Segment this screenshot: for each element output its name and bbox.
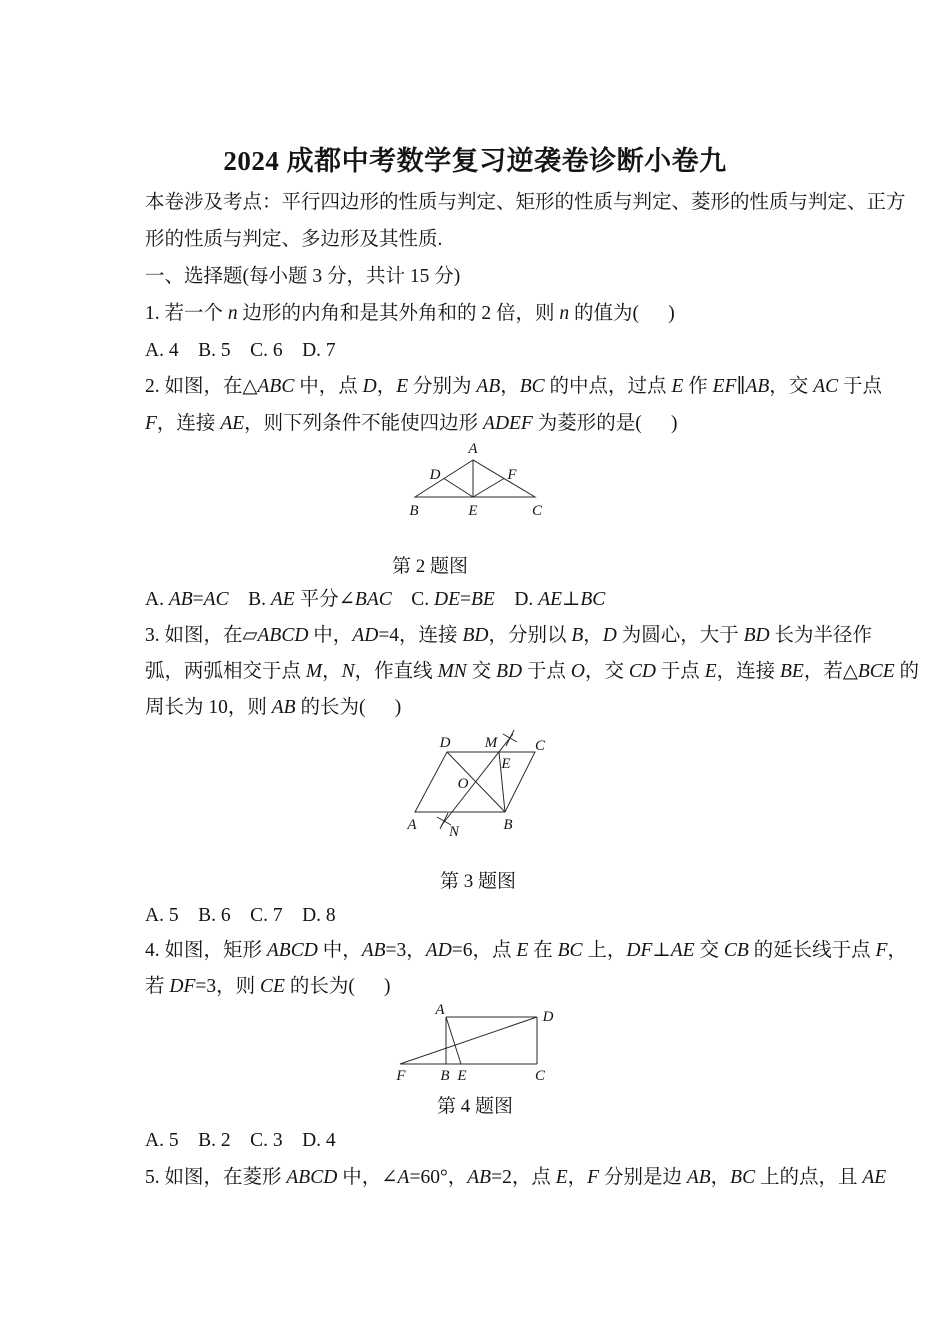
figure-question-4 bbox=[388, 1002, 566, 1089]
vertex-label-c: C bbox=[531, 503, 543, 519]
vertex-label-d: D bbox=[439, 735, 451, 751]
point-label-e: E bbox=[501, 756, 511, 772]
figure-question-2 bbox=[398, 436, 558, 525]
segment-ef bbox=[473, 479, 504, 498]
segment-fd bbox=[400, 1017, 537, 1064]
vertex-label-b: B bbox=[503, 817, 513, 833]
vertex-label-d: D bbox=[542, 1009, 554, 1025]
vertex-label-b: B bbox=[440, 1068, 450, 1084]
page-title: 2024 成都中考数学复习逆袭卷诊断小卷九 bbox=[223, 146, 727, 176]
question-1-text: 1. 若一个 n 边形的内角和是其外角和的 2 倍，则 n 的值为( ) bbox=[145, 303, 675, 324]
arc-tick-m-2 bbox=[506, 730, 514, 746]
question-2-text-line-2: F，连接 AE，则下列条件不能使四边形 ADEF 为菱形的是( ) bbox=[145, 413, 678, 434]
triangle-diagram bbox=[398, 436, 558, 520]
vertex-label-b: B bbox=[409, 503, 419, 519]
question-2-options: A. AB=AC B. AE 平分∠BAC C. DE=BE D. AE⊥BC bbox=[145, 589, 606, 610]
section-heading: 一、选择题(每小题 3 分，共计 15 分) bbox=[145, 266, 461, 287]
point-label-o: O bbox=[457, 776, 469, 792]
figure-4-caption: 第 4 题图 bbox=[436, 1096, 513, 1117]
figure-3-caption: 第 3 题图 bbox=[439, 871, 516, 892]
parallelogram-diagram bbox=[393, 716, 628, 842]
vertex-label-e: E bbox=[468, 503, 478, 519]
question-4-text-line-1: 4. 如图，矩形 ABCD 中，AB=3，AD=6，点 E 在 BC 上，DF⊥AE 交 CB 的延长线于点 F， bbox=[145, 940, 907, 961]
vertex-label-c: C bbox=[534, 1068, 546, 1084]
question-4-text-line-2: 若 DF=3，则 CE 的长为( ) bbox=[145, 976, 391, 997]
segment-de bbox=[444, 479, 473, 498]
question-3-text-line-3: 周长为 10，则 AB 的长为( ) bbox=[145, 697, 402, 718]
intro-line-2: 形的性质与判定、多边形及其性质. bbox=[145, 229, 443, 250]
segment-ae bbox=[446, 1017, 461, 1064]
vertex-label-a: A bbox=[407, 817, 417, 833]
question-4-options: A. 5 B. 2 C. 3 D. 4 bbox=[145, 1130, 336, 1151]
intro-line-1: 本卷涉及考点：平行四边形的性质与判定、矩形的性质与判定、菱形的性质与判定、正方 bbox=[145, 192, 906, 213]
vertex-label-c: C bbox=[534, 738, 546, 754]
point-label-n: N bbox=[448, 824, 460, 840]
arc-tick-n-2 bbox=[440, 813, 448, 829]
question-2-text-line-1: 2. 如图，在△ABC 中，点 D，E 分别为 AB，BC 的中点，过点 E 作 EF∥AB，交 AC 于点 bbox=[145, 376, 882, 397]
rectangle-diagram bbox=[388, 1002, 566, 1084]
point-label-e: E bbox=[457, 1068, 467, 1084]
vertex-label-d: D bbox=[429, 467, 441, 483]
question-5-text: 5. 如图，在菱形 ABCD 中，∠A=60°，AB=2，点 E，F 分别是边 AB，BC 上的点，且 AE bbox=[145, 1167, 887, 1188]
figure-2-caption: 第 2 题图 bbox=[391, 556, 468, 577]
point-label-m: M bbox=[484, 735, 498, 751]
vertex-label-a: A bbox=[468, 441, 478, 457]
question-1-options: A. 4 B. 5 C. 6 D. 7 bbox=[145, 340, 336, 361]
vertex-label-f: F bbox=[507, 467, 517, 483]
point-label-f: F bbox=[396, 1068, 406, 1084]
question-3-options: A. 5 B. 6 C. 7 D. 8 bbox=[145, 905, 336, 926]
question-3-text-line-2: 弧，两弧相交于点 M，N，作直线 MN 交 BD 于点 O，交 CD 于点 E，连接 BE，若△BCE 的 bbox=[145, 661, 920, 682]
figure-question-3 bbox=[393, 716, 628, 847]
vertex-label-a: A bbox=[435, 1002, 445, 1018]
question-3-text-line-1: 3. 如图，在▱ABCD 中，AD=4，连接 BD，分别以 B，D 为圆心，大于 BD 长为半径作 bbox=[145, 625, 873, 646]
